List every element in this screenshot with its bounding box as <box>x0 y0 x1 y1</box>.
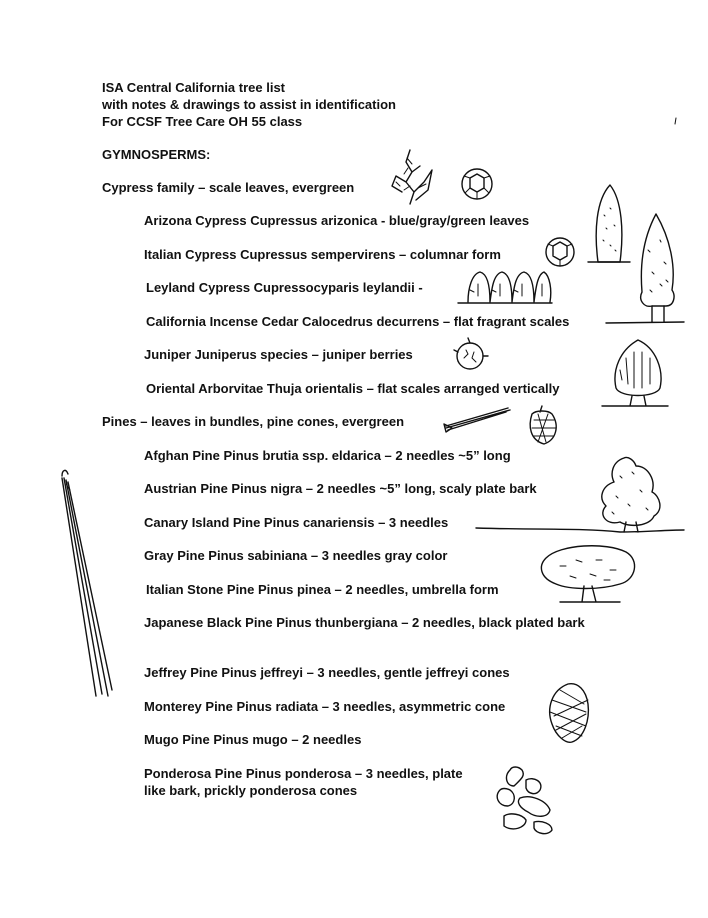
cypress-item-incense-cedar: California Incense Cedar Calocedrus decurrens – flat fragrant scales <box>146 314 570 329</box>
conical-tree-icon <box>606 214 684 323</box>
cypress-item-arborvitae: Oriental Arborvitae Thuja orientalis – flat scales arranged vertically <box>146 381 560 396</box>
pine-item-monterey: Monterey Pine Pinus radiata – 3 needles, asymmetric cone <box>144 699 506 714</box>
long-needle-bundle-icon <box>62 470 112 696</box>
ground-line-icon <box>476 528 684 532</box>
umbrella-pine-icon <box>541 546 634 602</box>
pine-item-gray: Gray Pine Pinus sabiniana – 3 needles gray color <box>144 548 448 563</box>
pine-item-ponderosa: Ponderosa Pine Pinus ponderosa – 3 needles, plate like bark, prickly ponderosa cones <box>144 766 463 798</box>
pine-item-jeffrey: Jeffrey Pine Pinus jeffreyi – 3 needles, gentle jeffreyi cones <box>144 665 510 680</box>
leyland-hedge-icon <box>458 272 552 303</box>
pine-item-japanese-black: Japanese Black Pine Pinus thunbergiana – 2 needles, black plated bark <box>144 615 585 630</box>
header-line-3: For CCSF Tree Care OH 55 class <box>102 114 303 129</box>
pine-needles-icon <box>444 408 510 432</box>
cypress-item-leyland: Leyland Cypress Cupressocyparis leylandii - <box>146 280 423 295</box>
pine-item-canary-island: Canary Island Pine Pinus canariensis – 3 needles <box>144 515 449 530</box>
pine-item-italian-stone: Italian Stone Pine Pinus pinea – 2 needles, umbrella form <box>146 582 499 597</box>
italian-cypress-cone-icon <box>546 238 574 266</box>
cypress-cone-icon <box>462 169 492 199</box>
monterey-cone-icon <box>550 684 589 743</box>
pines-family-heading: Pines – leaves in bundles, pine cones, evergreen <box>102 414 405 429</box>
section-heading: GYMNOSPERMS: <box>102 147 211 162</box>
cypress-family-heading: Cypress family – scale leaves, evergreen <box>102 180 355 195</box>
cypress-sprig-icon <box>392 150 432 204</box>
pine-cone-icon <box>530 406 556 444</box>
arborvitae-tree-icon <box>602 340 668 406</box>
juniper-berry-icon <box>454 338 488 369</box>
cypress-item-italian: Italian Cypress Cupressus sempervirens – columnar form <box>144 247 501 262</box>
scan-mark <box>675 118 676 124</box>
columnar-tree-icon <box>588 185 630 262</box>
pine-item-austrian: Austrian Pine Pinus nigra – 2 needles ~5” long, scaly plate bark <box>144 481 537 496</box>
ponderosa-bark-icon <box>497 767 552 834</box>
cypress-item-juniper: Juniper Juniperus species – juniper berries <box>144 347 413 362</box>
pine-tree-icon <box>602 457 660 532</box>
pine-item-afghan: Afghan Pine Pinus brutia ssp. eldarica – 2 needles ~5” long <box>144 448 511 463</box>
cypress-item-arizona: Arizona Cypress Cupressus arizonica - blue/gray/green leaves <box>144 213 530 228</box>
header-line-2: with notes & drawings to assist in identification <box>102 97 396 112</box>
header-line-1: ISA Central California tree list <box>102 80 286 95</box>
pine-item-mugo: Mugo Pine Pinus mugo – 2 needles <box>144 732 362 747</box>
